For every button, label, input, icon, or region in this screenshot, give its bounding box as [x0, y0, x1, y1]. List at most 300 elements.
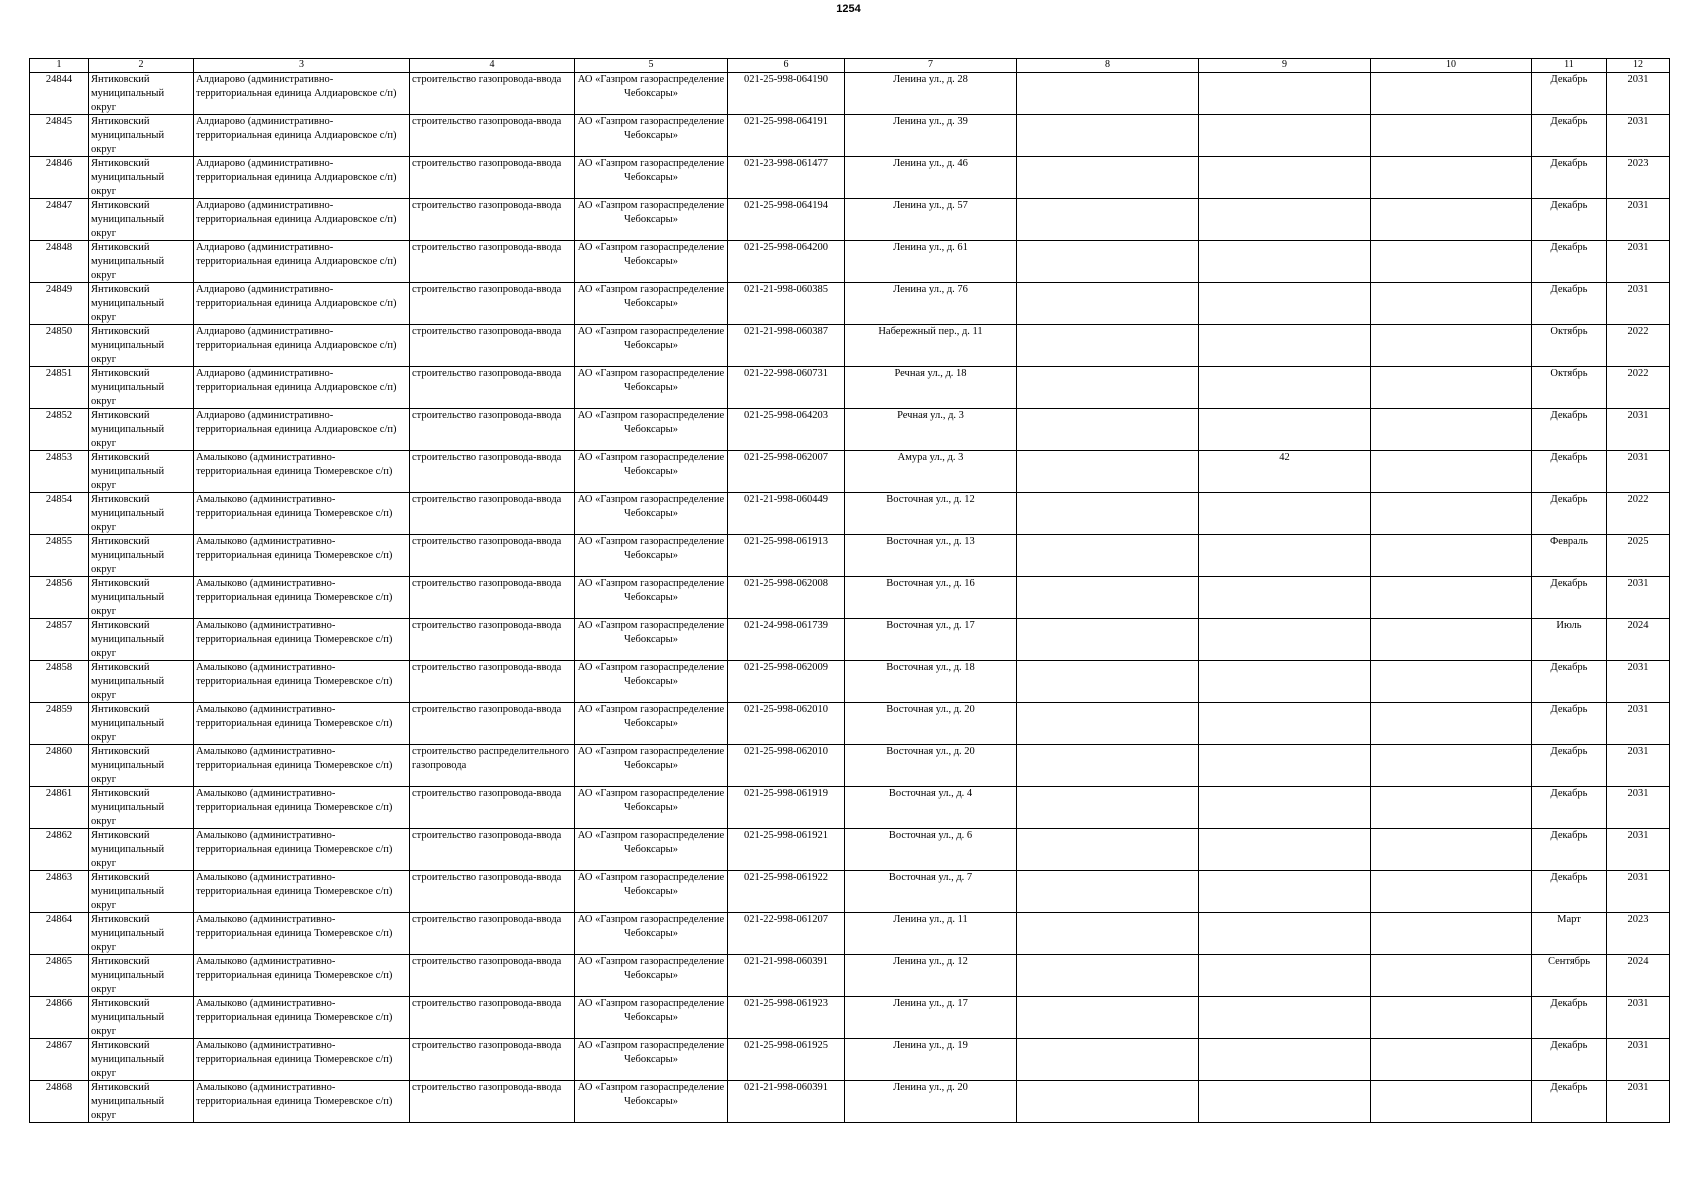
month-cell-text: Декабрь [1550, 746, 1588, 757]
locality-cell-text: Амалыково (административно-территориальная единица Тюмеревское с/п) [196, 1040, 393, 1065]
object-code-cell-text: 021-25-998-061925 [744, 1040, 828, 1051]
address-cell-text: Восточная ул., д. 6 [888, 830, 973, 841]
work-type-cell [410, 325, 575, 367]
locality-cell-text: Амалыково (административно-территориальная единица Тюмеревское с/п) [196, 620, 393, 645]
organization-cell [575, 871, 728, 913]
column-header: 5 [575, 59, 728, 73]
address-cell [845, 241, 1017, 283]
organization-cell [575, 745, 728, 787]
column-8-cell [1017, 1039, 1199, 1081]
district-cell-text: Янтиковский муниципальный округ [91, 914, 165, 953]
row-number-cell-text: 24854 [45, 494, 73, 505]
district-cell-text: Янтиковский муниципальный округ [91, 788, 165, 827]
locality-cell-text: Амалыково (административно-территориальная единица Тюмеревское с/п) [196, 662, 393, 687]
column-9-cell [1199, 115, 1371, 157]
object-code-cell [728, 115, 845, 157]
address-cell [845, 157, 1017, 199]
column-9-cell [1199, 73, 1371, 115]
column-9-cell [1199, 451, 1371, 493]
address-cell [845, 535, 1017, 577]
row-number-cell-text: 24852 [45, 410, 73, 421]
locality-cell [194, 787, 410, 829]
column-9-cell [1199, 367, 1371, 409]
row-number-cell [30, 619, 89, 661]
locality-cell [194, 1039, 410, 1081]
locality-cell [194, 283, 410, 325]
month-cell [1532, 535, 1607, 577]
month-cell-text: Октябрь [1550, 368, 1588, 379]
table-row [30, 829, 1670, 871]
district-cell [89, 745, 194, 787]
column-10-cell [1371, 367, 1532, 409]
object-code-cell [728, 913, 845, 955]
column-header: 4 [410, 59, 575, 73]
month-cell [1532, 955, 1607, 997]
row-number-cell [30, 451, 89, 493]
table-row [30, 577, 1670, 619]
table-row [30, 283, 1670, 325]
locality-cell [194, 745, 410, 787]
district-cell-text: Янтиковский муниципальный округ [91, 998, 165, 1037]
year-cell-text: 2031 [1627, 830, 1649, 841]
year-cell-text: 2031 [1627, 284, 1649, 295]
row-number-cell-text: 24846 [45, 158, 73, 169]
year-cell [1607, 367, 1670, 409]
organization-cell [575, 703, 728, 745]
year-cell [1607, 619, 1670, 661]
column-10-cell [1371, 745, 1532, 787]
address-cell [845, 409, 1017, 451]
month-cell-text: Декабрь [1550, 1040, 1588, 1051]
address-cell [845, 451, 1017, 493]
address-cell-text: Речная ул., д. 3 [897, 410, 964, 421]
locality-cell [194, 115, 410, 157]
object-code-cell [728, 409, 845, 451]
year-cell-text: 2024 [1627, 956, 1649, 967]
month-cell-text: Декабрь [1550, 242, 1588, 253]
address-cell [845, 115, 1017, 157]
month-cell [1532, 115, 1607, 157]
row-number-cell-text: 24865 [45, 956, 73, 967]
locality-cell [194, 913, 410, 955]
organization-cell-text: АО «Газпром газораспределение Чебоксары» [577, 74, 725, 99]
organization-cell [575, 829, 728, 871]
row-number-cell-text: 24848 [45, 242, 73, 253]
year-cell-text: 2023 [1627, 914, 1649, 925]
address-cell [845, 661, 1017, 703]
organization-cell [575, 577, 728, 619]
address-cell-text: Ленина ул., д. 28 [893, 74, 968, 85]
year-cell [1607, 871, 1670, 913]
address-cell-text: Ленина ул., д. 19 [893, 1040, 968, 1051]
district-cell [89, 493, 194, 535]
address-cell-text: Восточная ул., д. 16 [886, 578, 975, 589]
column-9-cell [1199, 1039, 1371, 1081]
work-type-cell-text: строительство газопровода-ввода [412, 914, 562, 925]
organization-cell-text: АО «Газпром газораспределение Чебоксары» [577, 956, 725, 981]
address-cell [845, 829, 1017, 871]
column-8-cell [1017, 199, 1199, 241]
year-cell-text: 2031 [1627, 662, 1649, 673]
column-10-cell [1371, 1039, 1532, 1081]
address-cell [845, 871, 1017, 913]
row-number-cell-text: 24851 [45, 368, 73, 379]
year-cell [1607, 913, 1670, 955]
organization-cell-text: АО «Газпром газораспределение Чебоксары» [577, 158, 725, 183]
row-number-cell [30, 577, 89, 619]
organization-cell [575, 787, 728, 829]
month-cell-text: Декабрь [1550, 284, 1588, 295]
organization-cell-text: АО «Газпром газораспределение Чебоксары» [577, 1040, 725, 1065]
column-8-cell [1017, 325, 1199, 367]
work-type-cell [410, 73, 575, 115]
month-cell [1532, 787, 1607, 829]
object-code-cell-text: 021-25-998-064200 [744, 242, 828, 253]
table-row [30, 157, 1670, 199]
object-code-cell [728, 283, 845, 325]
district-cell [89, 283, 194, 325]
locality-cell-text: Амалыково (административно-территориальная единица Тюмеревское с/п) [196, 830, 393, 855]
row-number-cell-text: 24868 [45, 1082, 73, 1093]
object-code-cell-text: 021-25-998-062008 [744, 578, 828, 589]
row-number-cell-text: 24867 [45, 1040, 73, 1051]
district-cell-text: Янтиковский муниципальный округ [91, 662, 165, 701]
month-cell [1532, 409, 1607, 451]
organization-cell-text: АО «Газпром газораспределение Чебоксары» [577, 200, 725, 225]
locality-cell-text: Амалыково (административно-территориальная единица Тюмеревское с/п) [196, 746, 393, 771]
work-type-cell-text: строительство газопровода-ввода [412, 158, 562, 169]
column-8-cell [1017, 283, 1199, 325]
work-type-cell-text: строительство газопровода-ввода [412, 1040, 562, 1051]
object-code-cell [728, 829, 845, 871]
organization-cell-text: АО «Газпром газораспределение Чебоксары» [577, 578, 725, 603]
year-cell [1607, 115, 1670, 157]
row-number-cell-text: 24863 [45, 872, 73, 883]
work-type-cell [410, 871, 575, 913]
column-8-cell [1017, 745, 1199, 787]
table-row [30, 787, 1670, 829]
address-cell [845, 199, 1017, 241]
district-cell [89, 115, 194, 157]
object-code-cell-text: 021-25-998-061922 [744, 872, 828, 883]
year-cell-text: 2031 [1627, 788, 1649, 799]
month-cell-text: Декабрь [1550, 452, 1588, 463]
address-cell-text: Восточная ул., д. 13 [886, 536, 975, 547]
month-cell [1532, 829, 1607, 871]
district-cell [89, 241, 194, 283]
organization-cell [575, 283, 728, 325]
column-10-cell [1371, 157, 1532, 199]
row-number-cell [30, 997, 89, 1039]
year-cell-text: 2031 [1627, 998, 1649, 1009]
object-code-cell [728, 451, 845, 493]
year-cell [1607, 325, 1670, 367]
organization-cell-text: АО «Газпром газораспределение Чебоксары» [577, 116, 725, 141]
column-header: 1 [30, 59, 89, 73]
district-cell-text: Янтиковский муниципальный округ [91, 158, 165, 197]
district-cell-text: Янтиковский муниципальный округ [91, 1082, 165, 1121]
locality-cell [194, 577, 410, 619]
locality-cell-text: Амалыково (административно-территориальная единица Тюмеревское с/п) [196, 494, 393, 519]
month-cell [1532, 661, 1607, 703]
row-number-cell-text: 24849 [45, 284, 73, 295]
organization-cell-text: АО «Газпром газораспределение Чебоксары» [577, 998, 725, 1023]
organization-cell-text: АО «Газпром газораспределение Чебоксары» [577, 368, 725, 393]
address-cell-text: Амура ул., д. 3 [897, 452, 964, 463]
month-cell [1532, 745, 1607, 787]
work-type-cell [410, 913, 575, 955]
object-code-cell-text: 021-25-998-064190 [744, 74, 828, 85]
column-10-cell [1371, 997, 1532, 1039]
table-row [30, 451, 1670, 493]
address-cell [845, 997, 1017, 1039]
object-code-cell [728, 73, 845, 115]
work-type-cell-text: строительство газопровода-ввода [412, 242, 562, 253]
column-9-cell [1199, 325, 1371, 367]
object-code-cell-text: 021-25-998-062010 [744, 746, 828, 757]
object-code-cell [728, 703, 845, 745]
organization-cell-text: АО «Газпром газораспределение Чебоксары» [577, 620, 725, 645]
organization-cell-text: АО «Газпром газораспределение Чебоксары» [577, 1082, 725, 1107]
column-header: 11 [1532, 59, 1607, 73]
district-cell [89, 577, 194, 619]
district-cell [89, 325, 194, 367]
organization-cell [575, 493, 728, 535]
column-header: 9 [1199, 59, 1371, 73]
address-cell-text: Ленина ул., д. 11 [893, 914, 968, 925]
address-cell [845, 955, 1017, 997]
locality-cell-text: Амалыково (административно-территориальная единица Тюмеревское с/п) [196, 704, 393, 729]
year-cell [1607, 241, 1670, 283]
month-cell-text: Декабрь [1550, 410, 1588, 421]
district-cell [89, 451, 194, 493]
column-10-cell [1371, 283, 1532, 325]
column-header: 2 [89, 59, 194, 73]
locality-cell [194, 451, 410, 493]
row-number-cell-text: 24866 [45, 998, 73, 1009]
organization-cell [575, 115, 728, 157]
column-9-cell [1199, 409, 1371, 451]
column-10-cell [1371, 955, 1532, 997]
row-number-cell [30, 829, 89, 871]
object-code-cell [728, 493, 845, 535]
district-cell-text: Янтиковский муниципальный округ [91, 746, 165, 785]
work-type-cell-text: строительство газопровода-ввода [412, 956, 562, 967]
row-number-cell [30, 199, 89, 241]
address-cell [845, 283, 1017, 325]
work-type-cell-text: строительство газопровода-ввода [412, 872, 562, 883]
row-number-cell-text: 24855 [45, 536, 73, 547]
month-cell-text: Декабрь [1550, 158, 1588, 169]
district-cell [89, 409, 194, 451]
column-8-cell [1017, 913, 1199, 955]
address-cell-text: Восточная ул., д. 18 [886, 662, 975, 673]
column-10-cell [1371, 73, 1532, 115]
row-number-cell-text: 24864 [45, 914, 73, 925]
table-row [30, 1081, 1670, 1123]
address-cell-text: Ленина ул., д. 61 [893, 242, 968, 253]
row-number-cell-text: 24858 [45, 662, 73, 673]
column-8-cell [1017, 829, 1199, 871]
row-number-cell [30, 871, 89, 913]
address-cell [845, 703, 1017, 745]
column-8-cell [1017, 1081, 1199, 1123]
row-number-cell [30, 1081, 89, 1123]
column-10-cell [1371, 1081, 1532, 1123]
column-10-cell [1371, 577, 1532, 619]
address-cell-text: Ленина ул., д. 46 [893, 158, 968, 169]
column-9-cell [1199, 703, 1371, 745]
object-code-cell [728, 577, 845, 619]
locality-cell [194, 157, 410, 199]
year-cell [1607, 787, 1670, 829]
row-number-cell [30, 157, 89, 199]
organization-cell-text: АО «Газпром газораспределение Чебоксары» [577, 704, 725, 729]
district-cell-text: Янтиковский муниципальный округ [91, 200, 165, 239]
year-cell [1607, 577, 1670, 619]
district-cell [89, 703, 194, 745]
work-type-cell [410, 409, 575, 451]
district-cell [89, 997, 194, 1039]
column-10-cell [1371, 115, 1532, 157]
district-cell-text: Янтиковский муниципальный округ [91, 536, 165, 575]
address-cell-text: Восточная ул., д. 17 [886, 620, 975, 631]
object-code-cell [728, 367, 845, 409]
row-number-cell-text: 24861 [45, 788, 73, 799]
organization-cell [575, 955, 728, 997]
column-10-cell [1371, 619, 1532, 661]
column-header: 6 [728, 59, 845, 73]
work-type-cell [410, 1081, 575, 1123]
district-cell-text: Янтиковский муниципальный округ [91, 368, 165, 407]
table-row [30, 955, 1670, 997]
locality-cell-text: Алдиарово (административно-территориальная единица Алдиаровское с/п) [196, 158, 397, 183]
organization-cell [575, 997, 728, 1039]
object-code-cell [728, 787, 845, 829]
table-row [30, 745, 1670, 787]
column-10-cell [1371, 787, 1532, 829]
object-code-cell [728, 661, 845, 703]
work-type-cell [410, 997, 575, 1039]
month-cell [1532, 157, 1607, 199]
address-cell-text: Ленина ул., д. 57 [893, 200, 968, 211]
table-row [30, 325, 1670, 367]
work-type-cell-text: строительство газопровода-ввода [412, 74, 562, 85]
work-type-cell-text: строительство газопровода-ввода [412, 830, 562, 841]
organization-cell [575, 367, 728, 409]
row-number-cell [30, 493, 89, 535]
district-cell-text: Янтиковский муниципальный округ [91, 74, 165, 113]
work-type-cell [410, 367, 575, 409]
object-code-cell-text: 021-21-998-060449 [744, 494, 828, 505]
locality-cell [194, 829, 410, 871]
row-number-cell-text: 24859 [45, 704, 73, 715]
organization-cell-text: АО «Газпром газораспределение Чебоксары» [577, 242, 725, 267]
district-cell-text: Янтиковский муниципальный округ [91, 326, 165, 365]
work-type-cell-text: строительство газопровода-ввода [412, 200, 562, 211]
locality-cell-text: Алдиарово (административно-территориальная единица Алдиаровское с/п) [196, 116, 397, 141]
row-number-cell-text: 24857 [45, 620, 73, 631]
column-10-cell [1371, 829, 1532, 871]
column-header: 12 [1607, 59, 1670, 73]
object-code-cell [728, 1081, 845, 1123]
column-9-cell [1199, 1081, 1371, 1123]
object-code-cell-text: 021-24-998-061739 [744, 620, 828, 631]
work-type-cell [410, 157, 575, 199]
locality-cell [194, 199, 410, 241]
organization-cell [575, 73, 728, 115]
district-cell [89, 157, 194, 199]
district-cell [89, 661, 194, 703]
year-cell [1607, 1081, 1670, 1123]
locality-cell-text: Амалыково (административно-территориальная единица Тюмеревское с/п) [196, 536, 393, 561]
address-cell-text: Ленина ул., д. 12 [893, 956, 968, 967]
work-type-cell [410, 787, 575, 829]
month-cell-text: Декабрь [1550, 704, 1588, 715]
month-cell-text: Декабрь [1550, 788, 1588, 799]
row-number-cell [30, 241, 89, 283]
column-8-cell [1017, 871, 1199, 913]
work-type-cell-text: строительство газопровода-ввода [412, 368, 562, 379]
locality-cell [194, 1081, 410, 1123]
work-type-cell [410, 745, 575, 787]
object-code-cell-text: 021-23-998-061477 [744, 158, 828, 169]
year-cell [1607, 703, 1670, 745]
locality-cell-text: Алдиарово (административно-территориальная единица Алдиаровское с/п) [196, 74, 397, 99]
district-cell [89, 73, 194, 115]
year-cell [1607, 409, 1670, 451]
row-number-cell [30, 367, 89, 409]
month-cell [1532, 997, 1607, 1039]
district-cell-text: Янтиковский муниципальный округ [91, 1040, 165, 1079]
work-type-cell-text: строительство газопровода-ввода [412, 662, 562, 673]
locality-cell [194, 997, 410, 1039]
object-code-cell [728, 745, 845, 787]
column-9-cell [1199, 745, 1371, 787]
month-cell-text: Декабрь [1550, 200, 1588, 211]
work-type-cell [410, 577, 575, 619]
row-number-cell [30, 913, 89, 955]
locality-cell [194, 871, 410, 913]
work-type-cell-text: строительство газопровода-ввода [412, 116, 562, 127]
month-cell-text: Декабрь [1550, 74, 1588, 85]
month-cell [1532, 451, 1607, 493]
year-cell-text: 2031 [1627, 242, 1649, 253]
month-cell-text: Декабрь [1550, 830, 1588, 841]
row-number-cell [30, 1039, 89, 1081]
work-type-cell-text: строительство газопровода-ввода [412, 620, 562, 631]
work-type-cell [410, 1039, 575, 1081]
year-cell [1607, 1039, 1670, 1081]
column-10-cell [1371, 493, 1532, 535]
column-8-cell [1017, 157, 1199, 199]
work-type-cell-text: строительство распределительного газопровода [412, 746, 570, 771]
object-code-cell-text: 021-25-998-062009 [744, 662, 828, 673]
work-type-cell [410, 283, 575, 325]
year-cell-text: 2031 [1627, 1040, 1649, 1051]
address-cell [845, 1081, 1017, 1123]
table-row [30, 199, 1670, 241]
year-cell-text: 2025 [1627, 536, 1649, 547]
locality-cell [194, 619, 410, 661]
year-cell-text: 2031 [1627, 704, 1649, 715]
column-9-cell-text: 42 [1279, 452, 1290, 463]
row-number-cell [30, 409, 89, 451]
table-row [30, 409, 1670, 451]
district-cell-text: Янтиковский муниципальный округ [91, 704, 165, 743]
district-cell [89, 787, 194, 829]
row-number-cell [30, 703, 89, 745]
